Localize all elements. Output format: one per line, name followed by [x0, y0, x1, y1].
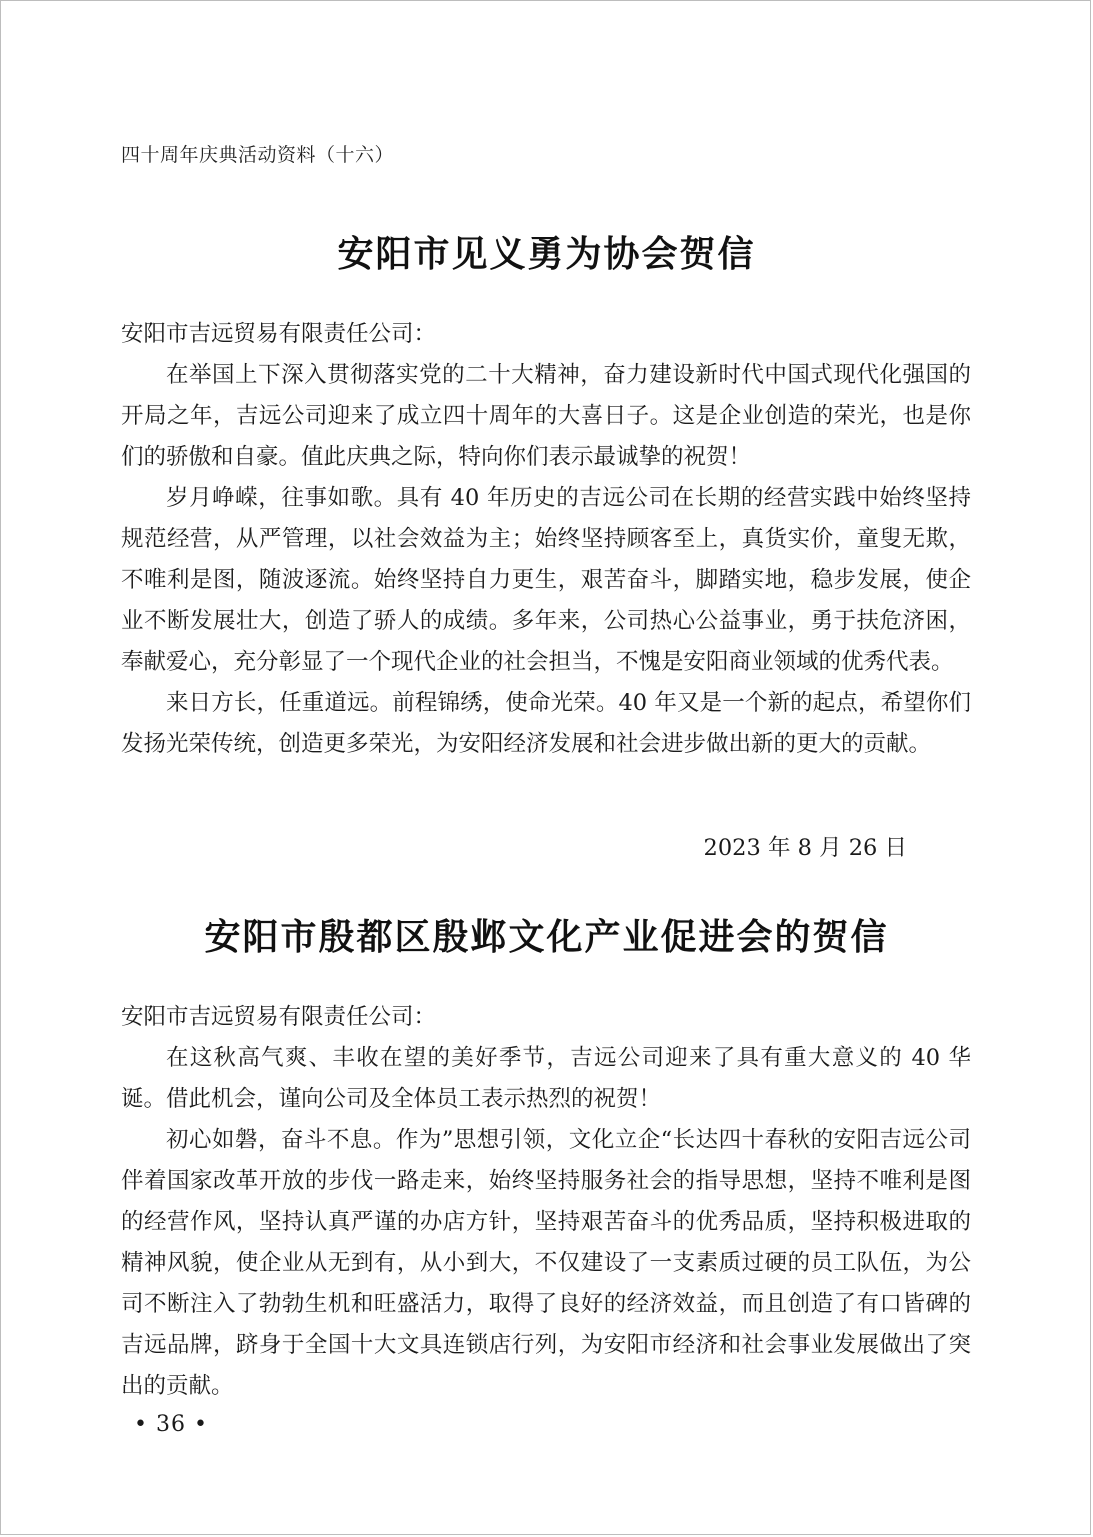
- letter-date: 2023 年 8 月 26 日: [703, 835, 907, 861]
- letter-body-1: [121, 314, 971, 765]
- paragraph: 岁月峥嵘，往事如歌。具有 40 年历史的吉远公司在长期的经营实践中始终坚持规范经营，从严管理，以社会效益为主；始终坚持顾客至上，真货实价，童叟无欺，不唯利是图，随波逐流。始终坚持自力更生，艰苦奋斗，脚踏实地，稳步发展，使企业不断发展壮大，创造了骄人的成绩。多年来，公司热心公益事业，勇于扶危济困，奉献爱心，充分彰显了一个现代企业的社会担当，不愧是安阳商业领域的优秀代表。: [121, 485, 971, 675]
- page-number: • 36 •: [134, 1412, 208, 1437]
- paragraph: 来日方长，任重道远。前程锦绣，使命光荣。40 年又是一个新的起点，希望你们发扬光荣传统，创造更多荣光，为安阳经济发展和社会进步做出新的更大的贡献。: [121, 690, 971, 757]
- paragraph: 在这秋高气爽、丰收在望的美好季节，吉远公司迎来了具有重大意义的 40 华诞。借此机会，谨向公司及全体员工表示热烈的祝贺！: [121, 1045, 971, 1112]
- letter-body-2: [121, 997, 971, 1407]
- salutation-1: 安阳市吉远贸易有限责任公司：: [121, 321, 437, 347]
- letter-title-1: 安阳市见义勇为协会贺信: [337, 234, 756, 275]
- running-header: 四十周年庆典活动资料（十六）: [121, 144, 395, 166]
- paragraph: 在举国上下深入贯彻落实党的二十大精神，奋力建设新时代中国式现代化强国的开局之年，吉远公司迎来了成立四十周年的大喜日子。这是企业创造的荣光，也是你们的骄傲和自豪。值此庆典之际，特向你们表示最诚挚的祝贺！: [121, 362, 971, 470]
- salutation-2: 安阳市吉远贸易有限责任公司：: [121, 1004, 437, 1030]
- letter-title-2: 安阳市殷都区殷邺文化产业促进会的贺信: [204, 917, 889, 958]
- paragraph: 初心如磐，奋斗不息。作为”思想引领，文化立企“长达四十春秋的安阳吉远公司伴着国家改革开放的步伐一路走来，始终坚持服务社会的指导思想，坚持不唯利是图的经营作风，坚持认真严谨的办店方针，坚持艰苦奋斗的优秀品质，坚持积极进取的精神风貌，使企业从无到有，从小到大，不仅建设了一支素质过硬的员工队伍，为公司不断注入了勃勃生机和旺盛活力，取得了良好的经济效益，而且创造了有口皆碑的吉远品牌，跻身于全国十大文具连锁店行列，为安阳市经济和社会事业发展做出了突出的贡献。: [121, 1127, 971, 1399]
